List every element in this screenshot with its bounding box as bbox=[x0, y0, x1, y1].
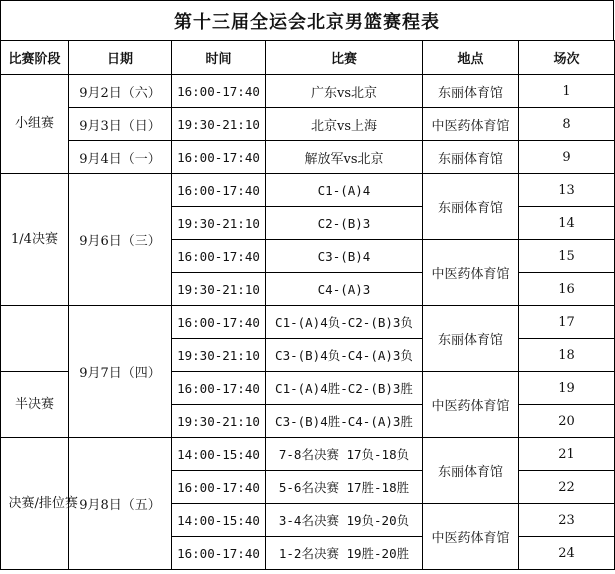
stage-cell bbox=[1, 75, 69, 174]
stage-cell bbox=[1, 438, 78, 570]
venue-cell: 中医药体育馆 bbox=[423, 372, 519, 438]
game-no-cell: 19 bbox=[519, 372, 615, 405]
date-cell: 9月2日（六） bbox=[69, 75, 172, 108]
venue-cell: 中医药体育馆 bbox=[423, 108, 519, 141]
match-cell: 1-2名决赛 19胜-20胜 bbox=[266, 537, 423, 570]
time-cell: 16:00-17:40 bbox=[172, 306, 266, 339]
stage-label: 决赛/排位赛 bbox=[8, 495, 78, 511]
time-cell: 16:00-17:40 bbox=[172, 141, 266, 174]
match-cell: C4-(A)3 bbox=[266, 273, 423, 306]
header-game-no: 场次 bbox=[519, 41, 615, 75]
stage-cell bbox=[1, 372, 69, 438]
game-no-cell: 24 bbox=[519, 537, 615, 570]
table-row bbox=[1, 108, 615, 141]
time-cell: 16:00-17:40 bbox=[172, 471, 266, 504]
time-cell: 16:00-17:40 bbox=[172, 75, 266, 108]
match-cell: C1-(A)4胜-C2-(B)3胜 bbox=[266, 372, 423, 405]
date-cell: 9月6日（三） bbox=[69, 174, 172, 306]
game-no-cell: 17 bbox=[519, 306, 615, 339]
game-no-cell: 13 bbox=[519, 174, 615, 207]
table-row bbox=[1, 174, 615, 207]
venue-cell: 东丽体育馆 bbox=[423, 75, 519, 108]
time-cell: 19:30-21:10 bbox=[172, 108, 266, 141]
time-cell: 14:00-15:40 bbox=[172, 504, 266, 537]
date-cell: 9月4日（一） bbox=[69, 141, 172, 174]
venue-cell: 东丽体育馆 bbox=[423, 438, 519, 504]
match-cell: 7-8名决赛 17负-18负 bbox=[266, 438, 423, 471]
match-cell: 5-6名决赛 17胜-18胜 bbox=[266, 471, 423, 504]
time-cell: 19:30-21:10 bbox=[172, 405, 266, 438]
game-no-cell: 18 bbox=[519, 339, 615, 372]
game-no-cell: 23 bbox=[519, 504, 615, 537]
match-cell: C3-(B)4负-C4-(A)3负 bbox=[266, 339, 423, 372]
game-no-cell: 14 bbox=[519, 207, 615, 240]
match-cell: 解放军vs北京 bbox=[266, 141, 423, 174]
time-cell: 19:30-21:10 bbox=[172, 207, 266, 240]
schedule-table bbox=[0, 40, 615, 570]
match-cell: C2-(B)3 bbox=[266, 207, 423, 240]
header-stage: 比赛阶段 bbox=[1, 41, 69, 75]
header-row bbox=[1, 41, 615, 75]
header-date: 日期 bbox=[69, 41, 172, 75]
time-cell: 16:00-17:40 bbox=[172, 240, 266, 273]
date-cell: 9月8日（五） bbox=[69, 438, 172, 570]
match-cell: 广东vs北京 bbox=[266, 75, 423, 108]
table-row bbox=[1, 141, 615, 174]
stage-label: 1/4决赛 bbox=[11, 231, 58, 247]
game-no-cell: 22 bbox=[519, 471, 615, 504]
stage-cell-blank bbox=[1, 306, 69, 372]
game-no-cell: 15 bbox=[519, 240, 615, 273]
match-cell: 北京vs上海 bbox=[266, 108, 423, 141]
game-no-cell: 20 bbox=[519, 405, 615, 438]
game-no-cell: 8 bbox=[519, 108, 615, 141]
game-no-cell: 1 bbox=[519, 75, 615, 108]
match-cell: 3-4名决赛 19负-20负 bbox=[266, 504, 423, 537]
venue-cell: 东丽体育馆 bbox=[423, 141, 519, 174]
game-no-cell: 21 bbox=[519, 438, 615, 471]
time-cell: 16:00-17:40 bbox=[172, 372, 266, 405]
time-cell: 16:00-17:40 bbox=[172, 174, 266, 207]
table-row bbox=[1, 75, 615, 108]
stage-cell bbox=[1, 174, 69, 306]
table-row bbox=[1, 438, 615, 471]
game-no-cell: 9 bbox=[519, 141, 615, 174]
venue-cell: 中医药体育馆 bbox=[423, 504, 519, 570]
match-cell: C1-(A)4负-C2-(B)3负 bbox=[266, 306, 423, 339]
game-no-cell: 16 bbox=[519, 273, 615, 306]
time-cell: 19:30-21:10 bbox=[172, 273, 266, 306]
date-cell: 9月3日（日） bbox=[69, 108, 172, 141]
stage-label: 小组赛 bbox=[14, 116, 54, 131]
match-cell: C3-(B)4胜-C4-(A)3胜 bbox=[266, 405, 423, 438]
venue-cell: 中医药体育馆 bbox=[423, 240, 519, 306]
table-row bbox=[1, 306, 615, 339]
venue-cell: 东丽体育馆 bbox=[423, 174, 519, 240]
match-cell: C1-(A)4 bbox=[266, 174, 423, 207]
time-cell: 19:30-21:10 bbox=[172, 339, 266, 372]
match-cell: C3-(B)4 bbox=[266, 240, 423, 273]
date-cell: 9月7日（四） bbox=[69, 306, 172, 438]
header-time: 时间 bbox=[172, 41, 266, 75]
header-venue: 地点 bbox=[423, 41, 519, 75]
header-match: 比赛 bbox=[266, 41, 423, 75]
time-cell: 16:00-17:40 bbox=[172, 537, 266, 570]
page-title: 第十三届全运会北京男篮赛程表 bbox=[0, 0, 614, 40]
stage-label: 半决赛 bbox=[14, 396, 54, 412]
time-cell: 14:00-15:40 bbox=[172, 438, 266, 471]
venue-cell: 东丽体育馆 bbox=[423, 306, 519, 372]
